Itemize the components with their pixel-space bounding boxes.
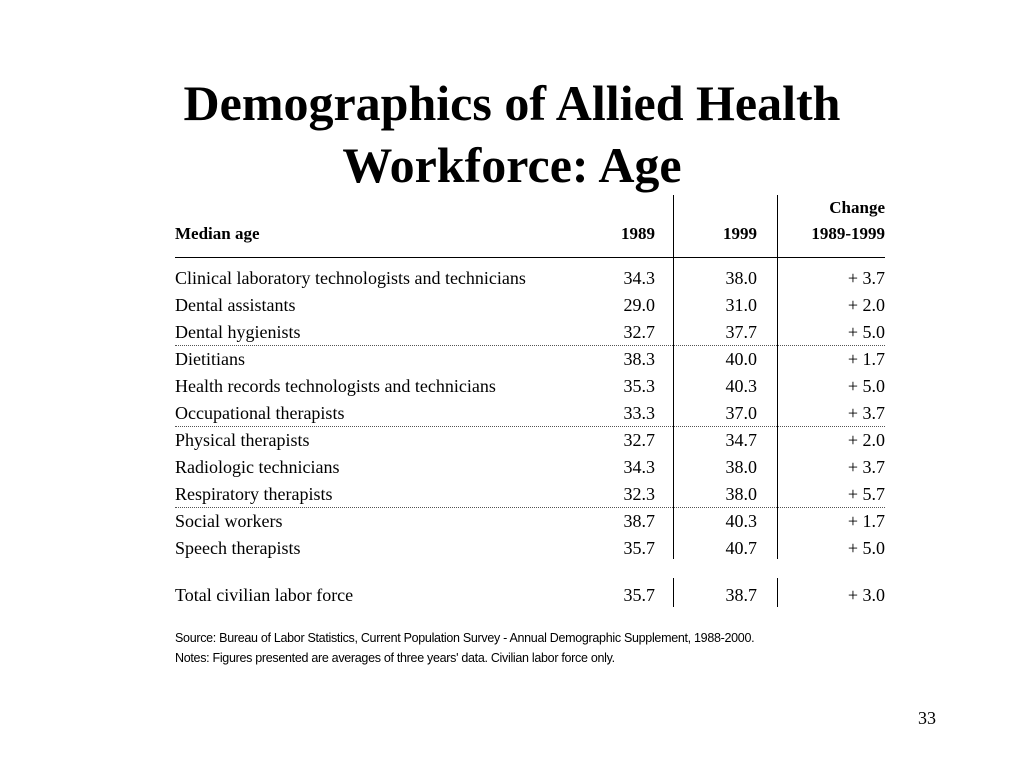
row-label: Radiologic technicians bbox=[175, 457, 340, 477]
table-row bbox=[175, 292, 885, 318]
value-change: + 2.0 bbox=[847, 295, 885, 315]
row-label: Dental hygienists bbox=[175, 322, 301, 342]
value-1999: 37.0 bbox=[725, 403, 757, 423]
value-1999: 40.3 bbox=[725, 511, 757, 531]
table-row-total bbox=[175, 582, 885, 608]
value-1999: 40.7 bbox=[725, 538, 757, 558]
row-label: Physical therapists bbox=[175, 430, 310, 450]
table-row bbox=[175, 427, 885, 453]
value-1999: 38.7 bbox=[725, 585, 757, 605]
value-1989: 35.7 bbox=[623, 538, 655, 558]
footnotes bbox=[175, 628, 895, 668]
header-1999: 1999 bbox=[723, 224, 757, 243]
header-change: Change bbox=[829, 198, 885, 217]
row-label: Health records technologists and technicians bbox=[175, 376, 496, 396]
row-label: Clinical laboratory technologists and technicians bbox=[175, 268, 526, 288]
value-change: + 3.0 bbox=[847, 585, 885, 605]
value-1989: 38.7 bbox=[623, 511, 655, 531]
table-row bbox=[175, 319, 885, 346]
value-change: + 2.0 bbox=[847, 430, 885, 450]
value-1989: 35.3 bbox=[623, 376, 655, 396]
value-1989: 34.3 bbox=[623, 457, 655, 477]
value-1999: 31.0 bbox=[725, 295, 757, 315]
table-row bbox=[175, 535, 885, 561]
value-change: + 5.0 bbox=[847, 322, 885, 342]
slide-title-line-2: Workforce: Age bbox=[342, 137, 682, 193]
value-1989: 32.7 bbox=[623, 322, 655, 342]
value-1989: 35.7 bbox=[623, 585, 655, 605]
slide-title bbox=[0, 72, 1024, 196]
row-label: Respiratory therapists bbox=[175, 484, 333, 504]
page-number: 33 bbox=[918, 708, 936, 728]
table-row bbox=[175, 346, 885, 372]
value-1989: 32.3 bbox=[623, 484, 655, 504]
value-1989: 34.3 bbox=[623, 268, 655, 288]
header-median-age: Median age bbox=[175, 224, 260, 243]
header-change-period: 1989-1999 bbox=[811, 224, 885, 243]
median-age-table bbox=[175, 195, 885, 615]
value-change: + 5.0 bbox=[847, 376, 885, 396]
value-1999: 38.0 bbox=[725, 457, 757, 477]
value-change: + 5.0 bbox=[847, 538, 885, 558]
row-label: Dental assistants bbox=[175, 295, 296, 315]
row-label: Total civilian labor force bbox=[175, 585, 354, 605]
value-1989: 32.7 bbox=[623, 430, 655, 450]
value-1999: 34.7 bbox=[725, 430, 757, 450]
value-change: + 5.7 bbox=[847, 484, 885, 504]
table-row bbox=[175, 481, 885, 508]
value-change: + 3.7 bbox=[847, 268, 885, 288]
value-1999: 40.0 bbox=[725, 349, 757, 369]
slide-title-line-1: Demographics of Allied Health bbox=[183, 75, 841, 131]
table-row bbox=[175, 508, 885, 534]
value-1989: 38.3 bbox=[623, 349, 655, 369]
row-label: Social workers bbox=[175, 511, 283, 531]
table-row bbox=[175, 265, 885, 291]
table-row bbox=[175, 373, 885, 399]
value-1989: 33.3 bbox=[623, 403, 655, 423]
value-1999: 38.0 bbox=[725, 484, 757, 504]
row-label: Speech therapists bbox=[175, 538, 301, 558]
table-row bbox=[175, 454, 885, 480]
header-rule bbox=[175, 257, 885, 258]
value-1999: 37.7 bbox=[725, 322, 757, 342]
value-1999: 38.0 bbox=[725, 268, 757, 288]
value-change: + 1.7 bbox=[847, 349, 885, 369]
value-change: + 3.7 bbox=[847, 403, 885, 423]
row-label: Dietitians bbox=[175, 349, 245, 369]
row-label: Occupational therapists bbox=[175, 403, 345, 423]
table-row bbox=[175, 400, 885, 427]
header-1989: 1989 bbox=[621, 224, 655, 243]
value-change: + 3.7 bbox=[847, 457, 885, 477]
source-note: Source: Bureau of Labor Statistics, Current Population Survey - Annual Demographic Supplement, 1988-2000. bbox=[175, 631, 755, 645]
value-1989: 29.0 bbox=[623, 295, 655, 315]
value-change: + 1.7 bbox=[847, 511, 885, 531]
notes-note: Notes: Figures presented are averages of three years' data. Civilian labor force only. bbox=[175, 651, 615, 665]
value-1999: 40.3 bbox=[725, 376, 757, 396]
